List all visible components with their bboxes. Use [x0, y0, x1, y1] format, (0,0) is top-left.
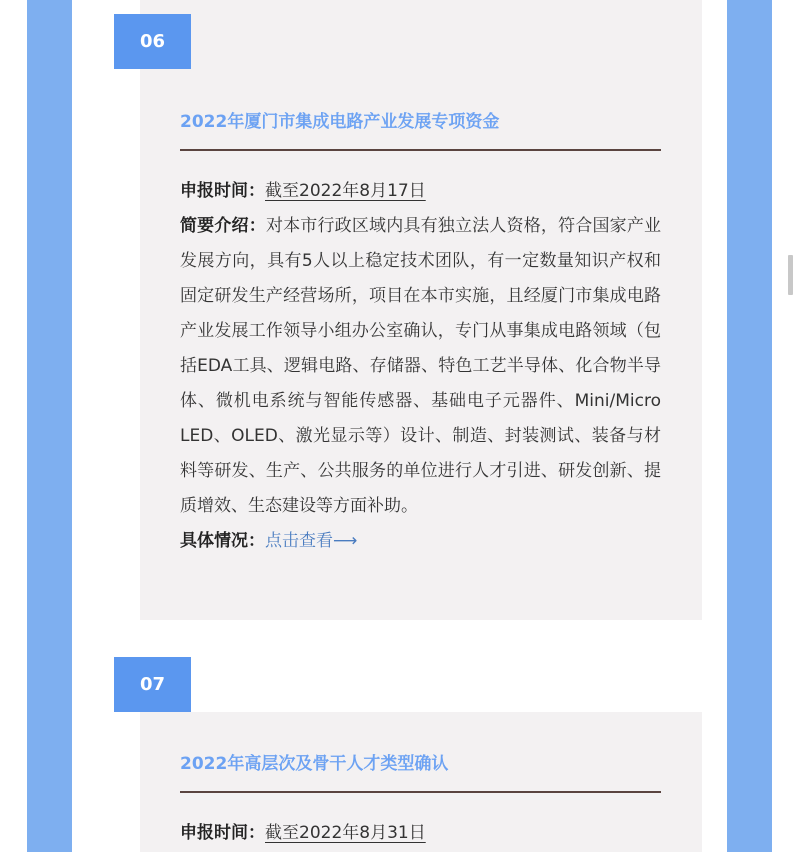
- item-title: 2022年厦门市集成电路产业发展专项资金: [180, 112, 500, 132]
- title-divider: [180, 149, 661, 151]
- deadline-row: [180, 174, 661, 209]
- deadline-label: 申报时间：: [180, 823, 265, 843]
- deadline-row: [180, 816, 661, 851]
- item-number-badge: 07: [114, 657, 191, 712]
- details-row: [180, 524, 661, 559]
- right-decor-stripe: [727, 0, 772, 852]
- item-body: [180, 174, 661, 559]
- title-divider: [180, 791, 661, 793]
- item-number-badge: 06: [114, 14, 191, 69]
- item-body: [180, 816, 661, 851]
- details-label: 具体情况：: [180, 531, 265, 551]
- intro-text: 对本市行政区域内具有独立法人资格，符合国家产业发展方向，具有5人以上稳定技术团队，有一定数量知识产权和固定研发生产经营场所，项目在本市实施，且经厦门市集成电路产业发展工作领导小组办公室确认，专门从事集成电路领域（包括EDA工具、逻辑电路、存储器、特色工艺半导体、化合物半导体、微机电系统与智能传感器、基础电子元器件、Mini/Micro LED、OLED、激光显示等）设计、制造、封装测试、装备与材料等研发、生产、公共服务的单位进行人才引进、研发创新、提质增效、生态建设等方面补助。: [180, 216, 662, 516]
- details-link[interactable]: 点击查看⟶: [265, 531, 358, 551]
- intro-row: [180, 209, 661, 524]
- scrollbar-thumb[interactable]: [788, 255, 793, 295]
- deadline-value: 截至2022年8月31日: [265, 823, 426, 843]
- item-title: 2022年高层次及骨干人才类型确认: [180, 754, 449, 774]
- intro-label: 简要介绍：: [180, 216, 266, 236]
- deadline-label: 申报时间：: [180, 181, 265, 201]
- left-decor-stripe: [27, 0, 72, 852]
- deadline-value: 截至2022年8月17日: [265, 181, 426, 201]
